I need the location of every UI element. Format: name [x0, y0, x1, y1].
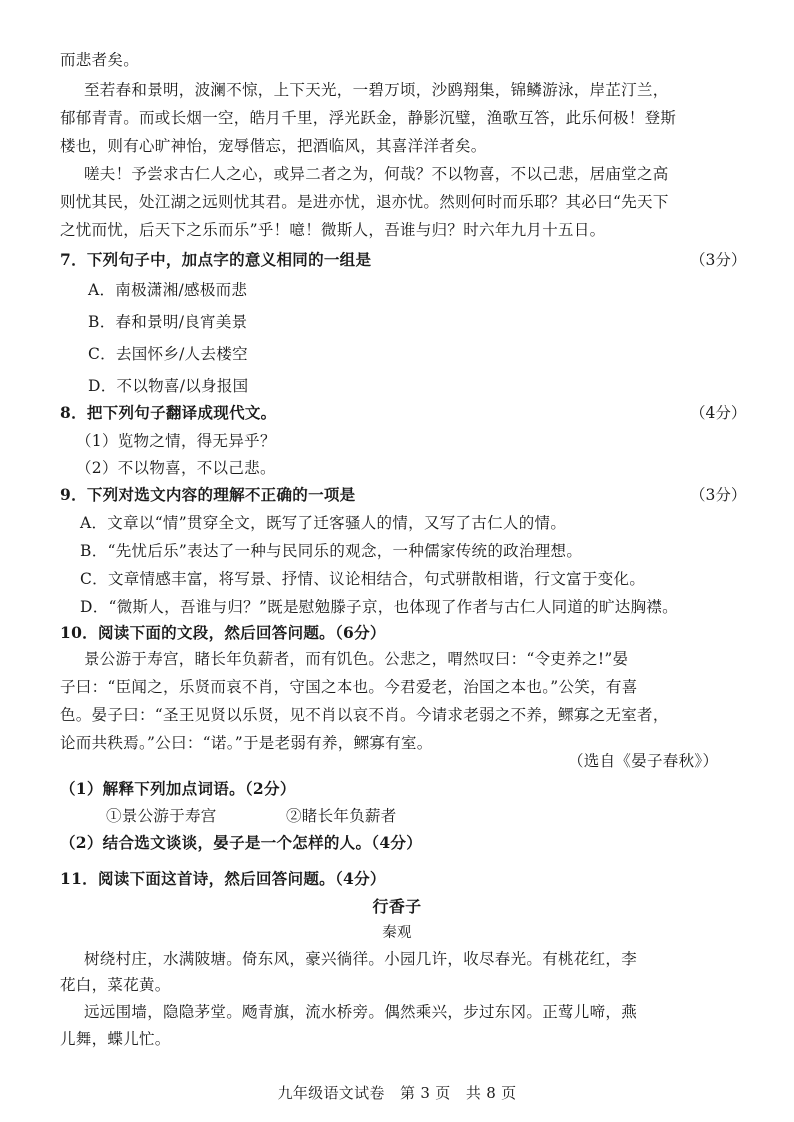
question-7-option-b: B．春和景明/良宵美景	[88, 313, 248, 331]
question-7-option-a: A．南极潇湘/感极而悲	[88, 281, 248, 299]
question-10-text-line: 论而共秩焉。”公曰：“诺。”于是老弱有养，鳏寡有室。	[60, 734, 433, 752]
question-9-option-a: A．文章以“情”贯穿全文，既写了迁客骚人的情，又写了古仁人的情。	[80, 514, 567, 532]
poem-line: 儿舞，蝶儿忙。	[60, 1030, 171, 1048]
passage-line: 则忧其民，处江湖之远则忧其君。是进亦忧，退亦忧。然则何时而乐耶？其必曰“先天下	[60, 193, 669, 211]
question-9-score: （3分）	[690, 486, 747, 504]
question-10-sub-1-item-2: ②睹长年负薪者	[286, 807, 397, 825]
question-10-stem: 10．阅读下面的文段，然后回答问题。（6分）	[60, 623, 386, 642]
question-9-option-b: B．“先忧后乐”表达了一种与民同乐的观念，一种儒家传统的政治理想。	[80, 542, 583, 560]
poem-line: 远远围墙，隐隐茅堂。飏青旗，流水桥旁。偶然乘兴，步过东冈。正莺儿啼，燕	[84, 1003, 638, 1021]
passage-line: 至若春和景明，波澜不惊，上下天光，一碧万顷，沙鸥翔集，锦鳞游泳，岸芷汀兰，	[84, 81, 669, 99]
question-8-item-2: （2）不以物喜，不以己悲。	[76, 459, 276, 477]
question-10-source: （选自《晏子春秋》）	[568, 752, 719, 770]
passage-line: 嗟夫！予尝求古仁人之心，或异二者之为，何哉？不以物喜，不以己悲，居庙堂之高	[84, 165, 669, 183]
question-10-text-line: 子曰：“臣闻之，乐贤而哀不肖，守国之本也。今君爱老，治国之本也。”公笑，有喜	[60, 678, 638, 696]
question-7-option-d: D．不以物喜/以身报国	[88, 377, 249, 395]
poem-author: 秦观	[382, 925, 412, 941]
question-10-text-line: 色。晏子曰：“圣王见贤以乐贤，见不肖以哀不肖。今请求老弱之不养，鳏寡之无室者，	[60, 706, 669, 724]
question-7-option-c: C．去国怀乡/人去楼空	[88, 345, 248, 363]
question-10-text-line: 景公游于寿宫，睹长年负薪者，而有饥色。公悲之，喟然叹曰：“令吏养之!”晏	[84, 650, 629, 668]
passage-line: 而悲者矣。	[60, 51, 140, 69]
question-11-stem: 11．阅读下面这首诗，然后回答问题。（4分）	[60, 869, 386, 888]
question-8-item-1: （1）览物之情，得无异乎？	[76, 432, 276, 450]
passage-line: 郁郁青青。而或长烟一空，皓月千里，浮光跃金，静影沉璧，渔歌互答，此乐何极！登斯	[60, 109, 677, 127]
passage-line: 楼也，则有心旷神怡，宠辱偕忘，把酒临风，其喜洋洋者矣。	[60, 137, 487, 155]
question-9-option-c: C．文章情感丰富，将写景、抒情、议论相结合，句式骈散相谐，行文富于变化。	[80, 570, 646, 588]
question-10-sub-1-item-1: ①景公游于寿宫	[106, 807, 217, 825]
page-footer: 九年级语文试卷 第 3 页 共 8 页	[277, 1084, 517, 1102]
poem-title: 行香子	[372, 897, 422, 916]
passage-line: 之忧而忧，后天下之乐而乐”乎！噫！微斯人，吾谁与归？时六年九月十五日。	[60, 221, 606, 239]
question-9-option-d: D．“微斯人，吾谁与归？”既是慰勉滕子京，也体现了作者与古仁人同道的旷达胸襟。	[80, 598, 678, 616]
question-7-score: （3分）	[690, 251, 747, 269]
question-9-stem: 9．下列对选文内容的理解不正确的一项是	[60, 485, 356, 504]
question-10-sub-1: （1）解释下列加点词语。（2分）	[60, 779, 296, 798]
poem-line: 树绕村庄，水满陂塘。倚东风，豪兴徜徉。小园几许，收尽春光。有桃花红，李	[84, 950, 638, 968]
question-8-stem: 8．把下列句子翻译成现代文。	[60, 403, 277, 422]
question-7-stem: 7．下列句子中，加点字的意义相同的一组是	[60, 250, 372, 269]
question-8-score: （4分）	[690, 404, 747, 422]
poem-line: 花白，菜花黄。	[60, 976, 171, 994]
question-10-sub-2: （2）结合选文谈谈，晏子是一个怎样的人。（4分）	[60, 833, 423, 852]
